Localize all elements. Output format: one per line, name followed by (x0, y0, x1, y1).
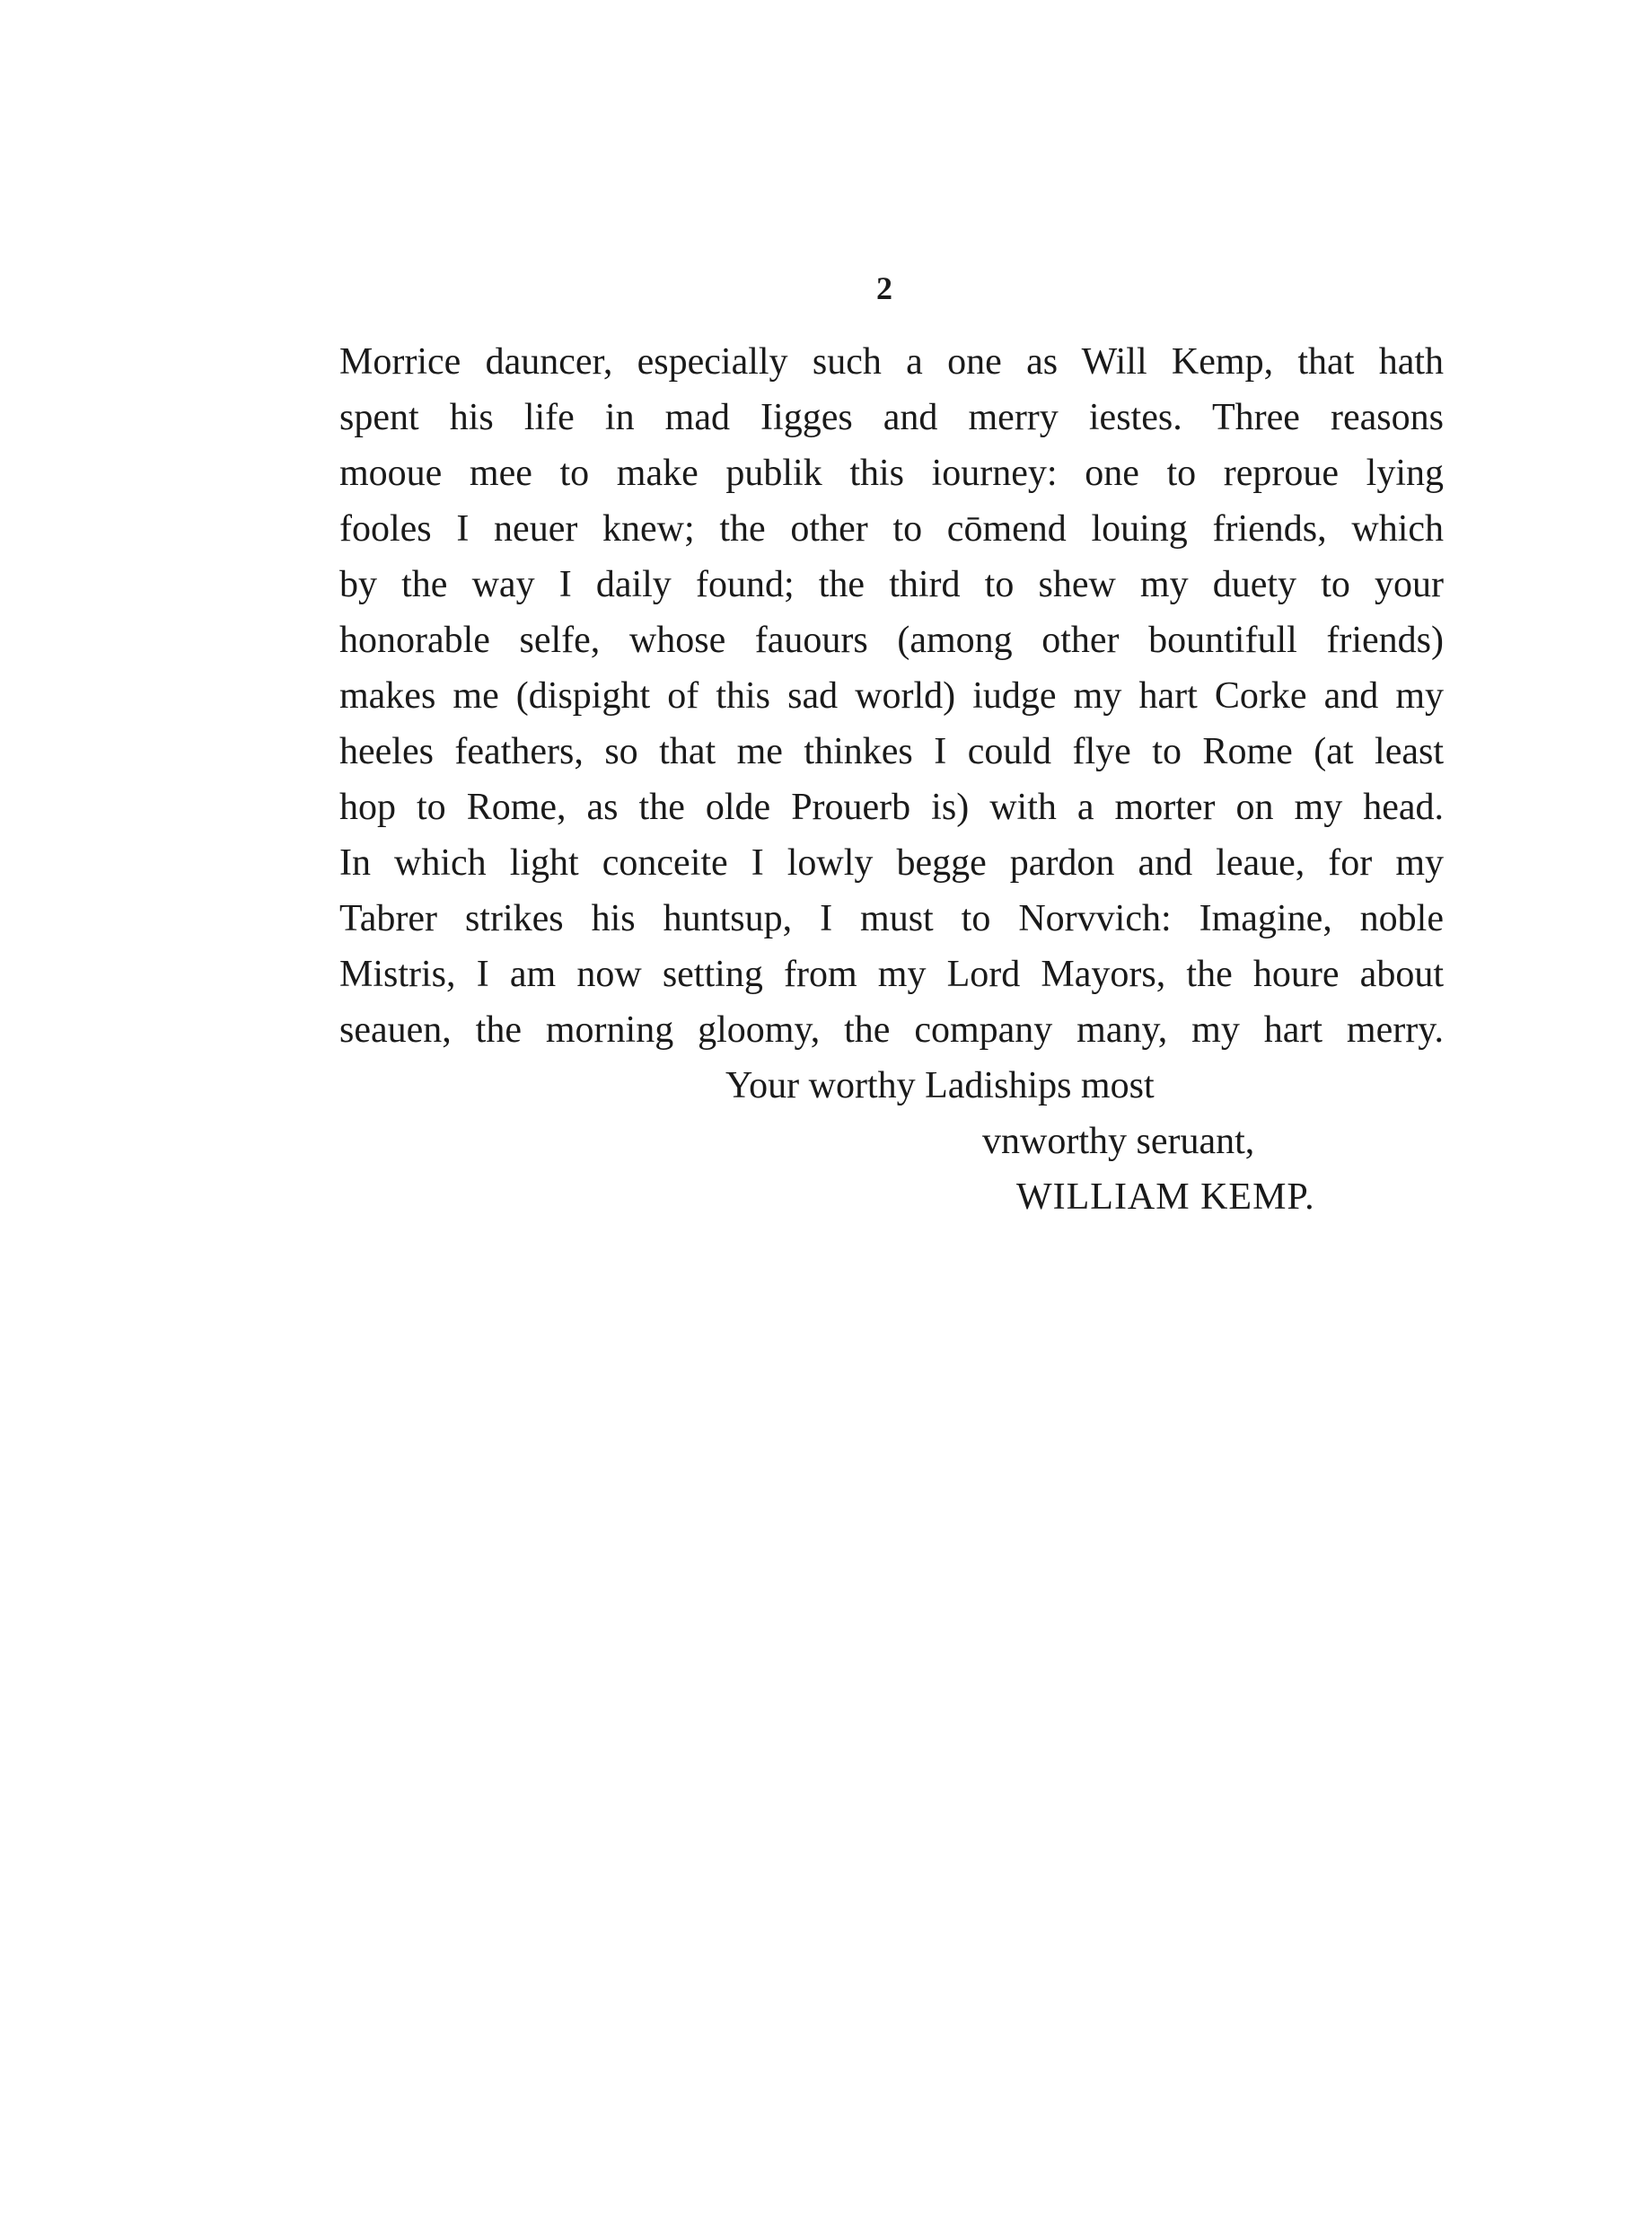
text-line: seauen, the morning gloomy, the company many, my hart merry. (339, 1009, 1444, 1051)
text-line: Mistris, I am now setting from my Lord Mayors, the houre about (339, 954, 1444, 995)
signature: WILLIAM KEMP. (1016, 1176, 1315, 1218)
text-line: spent his life in mad Iigges and merry iestes. Three reasons (339, 397, 1444, 438)
page-number: 2 (876, 270, 892, 306)
body-paragraph (339, 334, 1444, 1058)
text-line: hop to Rome, as the olde Prouerb is) with a morter on my head. (339, 787, 1444, 828)
text-line: makes me (dispight of this sad world) iudge my hart Corke and my (339, 675, 1444, 717)
text-line: mooue mee to make publik this iourney: one to reproue lying (339, 453, 1444, 494)
text-line: Morrice dauncer, especially such a one as Will Kemp, that hath (339, 341, 1444, 383)
text-line: by the way I daily found; the third to shew my duety to your (339, 564, 1444, 605)
text-line: fooles I neuer knew; the other to cōmend louing friends, which (339, 508, 1444, 550)
closing-line-1: Your worthy Ladiships most (725, 1065, 1155, 1106)
text-line: Tabrer strikes his huntsup, I must to Norvvich: Imagine, noble (339, 898, 1444, 939)
text-line: heeles feathers, so that me thinkes I could flye to Rome (at least (339, 731, 1444, 772)
closing-line-2: vnworthy seruant, (982, 1121, 1255, 1162)
text-line: honorable selfe, whose fauours (among other bountifull friends) (339, 620, 1444, 661)
text-line: In which light conceite I lowly begge pardon and leaue, for my (339, 842, 1444, 884)
